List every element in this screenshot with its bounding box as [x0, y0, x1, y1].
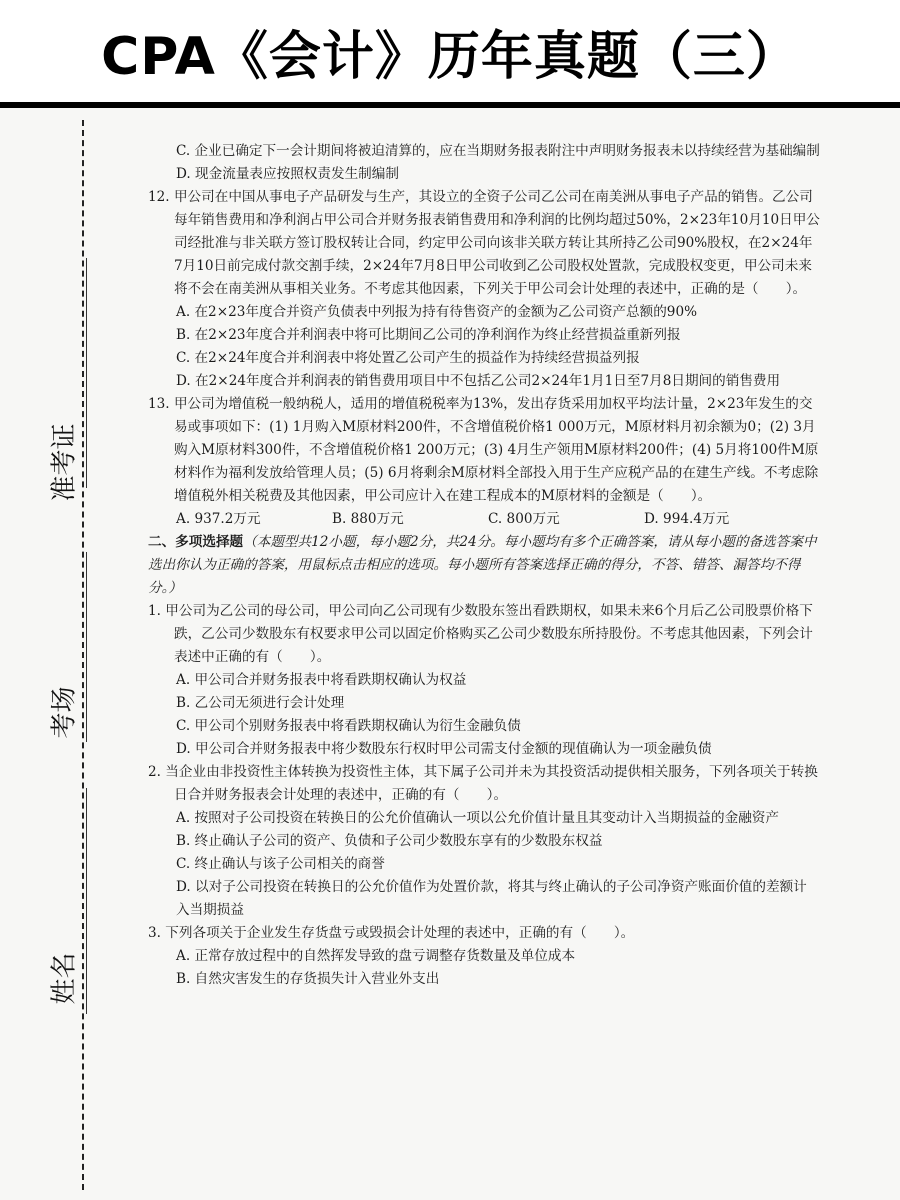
q13-option-b: B. 880万元 [332, 511, 404, 527]
mq2-option-b: B. 终止确认子公司的资产、负债和子公司少数股东享有的少数股东权益 [176, 833, 603, 849]
mq1-option-c: C. 甲公司个别财务报表中将看跌期权确认为衍生金融负债 [176, 718, 521, 734]
title-banner [0, 0, 900, 108]
ticket-number-line [86, 258, 87, 488]
mq1-option-a: A. 甲公司合并财务报表中将看跌期权确认为权益 [176, 672, 467, 688]
mq3-stem: 3. 下列各项关于企业发生存货盘亏或毁损会计处理的表述中，正确的有（ ）。 [148, 925, 635, 941]
mq2-stem: 2. 当企业由非投资性主体转换为投资性主体，其下属子公司并未为其投资活动提供相关服务，下列各项关于转换日合并财务报表会计处理的表述中，正确的有（ ）。 [148, 764, 818, 803]
q12-stem: 12. 甲公司在中国从事电子产品研发与生产，其设立的全资子公司乙公司在南美洲从事电子产品的销售。乙公司每年销售费用和净利润占甲公司合并财务报表销售费用和净利润的比例均超过50%，2×23年10月10日甲公司经批准与非关联方签订股权转让合同，约定甲公司向该非关联方转让其所持乙公司90%股权，在2×24年7月10日前完成付款交割手续，2×24年7月8日甲公司收到乙公司股权处置款，完成股权变更，甲公司未来将不会在南美洲从事相关业务。不考虑其他因素，下列关于甲公司会计处理的表述中，正确的是（ ）。 [148, 189, 820, 297]
exam-room-label: 考场 [49, 686, 80, 739]
mq1-option-b: B. 乙公司无须进行会计处理 [176, 695, 345, 711]
section-instructions: （本题型共12小题，每小题2分，共24分。每小题均有多个正确答案，请从每小题的备选答案中选出你认为正确的答案，用鼠标点击相应的选项。每小题所有答案选择正确的得分，不答、错答、漏答均不得分。） [148, 534, 817, 596]
q12-option-d: D. 在2×24年度合并利润表的销售费用项目中不包括乙公司2×24年1月1日至7月8日期间的销售费用 [176, 373, 781, 389]
mq2-option-c: C. 终止确认与该子公司相关的商誉 [176, 856, 385, 872]
q13-options [148, 508, 820, 531]
mq2-option-a: A. 按照对子公司投资在转换日的公允价值确认一项以公允价值计量且其变动计入当期损益的金融资产 [176, 810, 779, 826]
mq3-option-a: A. 正常存放过程中的自然挥发导致的盘亏调整存货数量及单位成本 [176, 948, 576, 964]
q13-option-a: A. 937.2万元 [176, 511, 261, 527]
q12-option-c: C. 在2×24年度合并利润表中将处置乙公司产生的损益作为持续经营损益列报 [176, 350, 640, 366]
section-heading [148, 531, 820, 600]
q12-option-a: A. 在2×23年度合并资产负债表中列报为持有待售资产的金额为乙公司资产总额的90% [176, 304, 698, 320]
binding-margin [18, 108, 88, 1198]
q12-option-b: B. 在2×23年度合并利润表中将可比期间乙公司的净利润作为终止经营损益重新列报 [176, 327, 681, 343]
ticket-number-label: 准考证 [49, 423, 80, 502]
q13-option-d: D. 994.4万元 [644, 511, 730, 527]
q11-option-c: C. 企业已确定下一会计期间将被迫清算的，应在当期财务报表附注中声明财务报表未以持续经营为基础编制 [176, 143, 820, 159]
mq2-option-d: D. 以对子公司投资在转换日的公允价值作为处置价款，将其与终止确认的子公司净资产账面价值的差额计入当期损益 [176, 879, 807, 918]
q13-stem: 13. 甲公司为增值税一般纳税人，适用的增值税税率为13%，发出存货采用加权平均法计量，2×23年发生的交易或事项如下：(1) 1月购入M原材料200件，不含增值税价格1 000万元，M原材料月初余额为0；(2) 3月购入M原材料300件，不含增值税价格1 200万元；(3) 4月生产领用M原材料200件；(4) 5月将100件M原材料作为福利发放给管理人员；(5) 6月将剩余M原材料全部投入用于生产应税产品的在建生产线。不考虑除增值税外相关税费及其他因素，甲公司应计入在建工程成本的M原材料的金额是（ ）。 [148, 396, 819, 504]
q13-option-c: C. 800万元 [488, 511, 560, 527]
question-content [148, 140, 820, 991]
mq1-stem: 1. 甲公司为乙公司的母公司，甲公司向乙公司现有少数股东签出看跌期权，如果未来6个月后乙公司股票价格下跌，乙公司少数股东有权要求甲公司以固定价格购买乙公司少数股东所持股份。不考虑其他因素，下列会计表述中正确的有（ ）。 [148, 603, 813, 665]
q11-option-d: D. 现金流量表应按照权责发生制编制 [176, 166, 399, 182]
name-label: 姓名 [49, 952, 80, 1005]
mq1-option-d: D. 甲公司合并财务报表中将少数股东行权时甲公司需支付金额的现值确认为一项金融负债 [176, 741, 712, 757]
exam-room-line [86, 552, 87, 742]
mq3-option-b: B. 自然灾害发生的存货损失计入营业外支出 [176, 971, 440, 987]
section-title: 二、多项选择题 [148, 534, 244, 550]
name-line [86, 788, 87, 1014]
page-title: CPA《会计》历年真题（三） [101, 26, 799, 87]
